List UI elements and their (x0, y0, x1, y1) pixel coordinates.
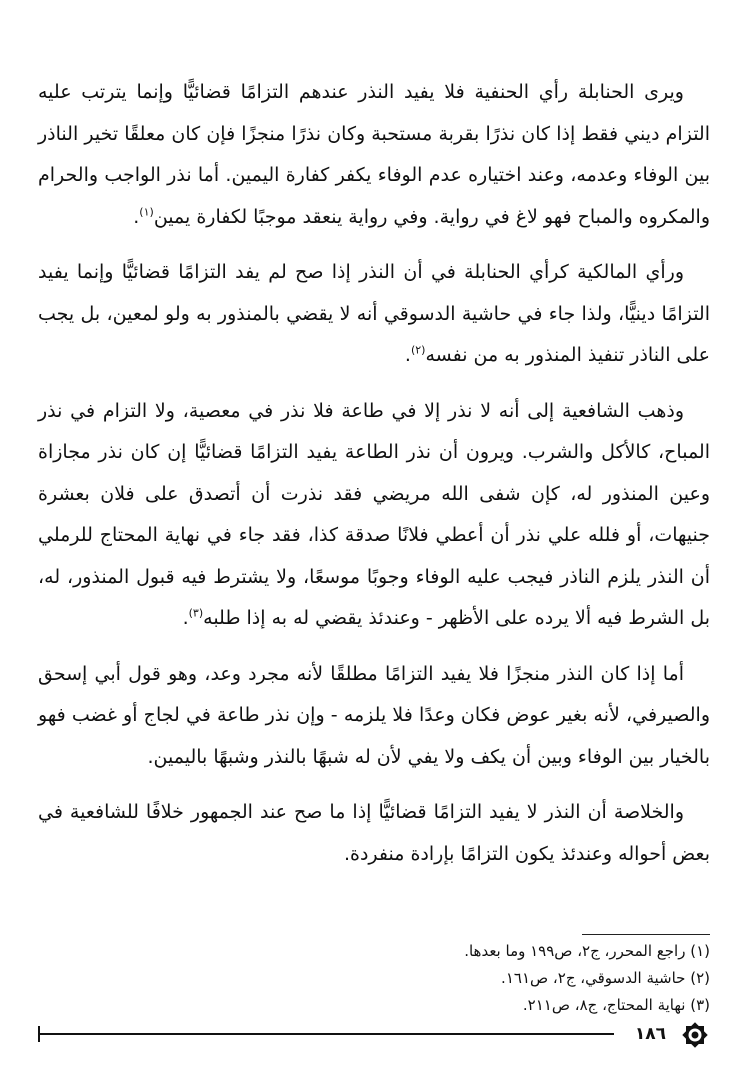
footnotes-list (38, 938, 710, 1019)
footnote-3: (٣) نهاية المحتاج، ج٨، ص٢١١. (522, 996, 710, 1014)
footnote-ref: (٢) (410, 343, 426, 357)
footnote-2: (٢) حاشية الدسوقي، ج٢، ص١٦١. (501, 969, 710, 987)
paragraph-shafiiyya: وذهب الشافعية إلى أنه لا نذر إلا في طاعة فلا نذر في معصية، ولا التزام في نذر المباح، كالأكل والشرب. ويرون أن نذر الطاعة يفيد التزامًا قضائيًّا إن كان نذر مجازاة وعين المنذور له، كإن شفى الله مريضي فقد نذرت أن أتصدق على فلان بعشرة جنيهات، أو فلله علي نذر أن أعطي فلانًا صدقة كذا، فقد جاء في نهاية المحتاج للرملي أن النذر يلزم الناذر فيجب عليه الوفاء وجوبًا موسعًا، ولا يشترط فيه قبول المنذور، له، بل الشرط فيه ألا يرده على الأظهر - وعندئذ يقضي له به إذا طلبه$^{(٣)}$. (38, 399, 710, 629)
footnote-1: (١) راجع المحرر، ج٢، ص١٩٩ وما بعدها. (464, 942, 710, 960)
paragraph-conclusion: والخلاصة أن النذر لا يفيد التزامًا قضائيًّا إذا ما صح عند الجمهور خلافًا للشافعية في بعض أحواله وعندئذ يكون التزامًا بإرادة منفردة. (38, 801, 710, 865)
eight-point-star-ornament-icon (680, 1020, 710, 1050)
paragraph-munjaz: أما إذا كان النذر منجزًا فلا يفيد التزامًا مطلقًا لأنه مجرد وعد، وهو قول أبي إسحق والصيرفي، لأنه بغير عوض فكان وعدًا فلا يلزمه - وإن نذر طاعة في لجاج أو غضب فهو بالخيار بين الوفاء وبين أن يكف ولا يفي لأن له شبهًا بالنذر وشبهًا باليمين. (38, 662, 710, 768)
footnote-ref: (٣) (188, 606, 204, 620)
footer-rule-end (38, 1026, 40, 1042)
paragraph-malikiyya: ورأي المالكية كرأي الحنابلة في أن النذر إذا صح لم يفد التزامًا قضائيًّا وإنما يفيد التزامًا دينيًّا، ولذا جاء في حاشية الدسوقي أنه لا يقضي بالمنذور به ولو لمعين، بل يجب على الناذر تنفيذ المنذور به من نفسه$^{(٢)}$. (38, 261, 710, 366)
page-footer (38, 1020, 710, 1050)
main-text (38, 72, 710, 889)
paragraph-hanabila: ويرى الحنابلة رأي الحنفية فلا يفيد النذر عندهم التزامًا قضائيًّا وإنما يترتب عليه التزام ديني فقط إذا كان نذرًا بقربة مستحبة وكان نذرًا منجزًا فإن كان معلقًا تخير الناذر بين الوفاء وعدمه، وعند اختياره عدم الوفاء يكفر كفارة اليمين. أما نذر الواجب والحرام والمكروه والمباح فهو لاغ في رواية. وفي رواية ينعقد موجبًا لكفارة يمين$^{(١)}$. (38, 81, 710, 228)
footnote-ref: (١) (139, 205, 154, 219)
footnote-separator (582, 934, 710, 935)
page-number: ١٨٦ (634, 1024, 666, 1044)
book-page (38, 72, 710, 1062)
footer-rule (38, 1033, 614, 1035)
